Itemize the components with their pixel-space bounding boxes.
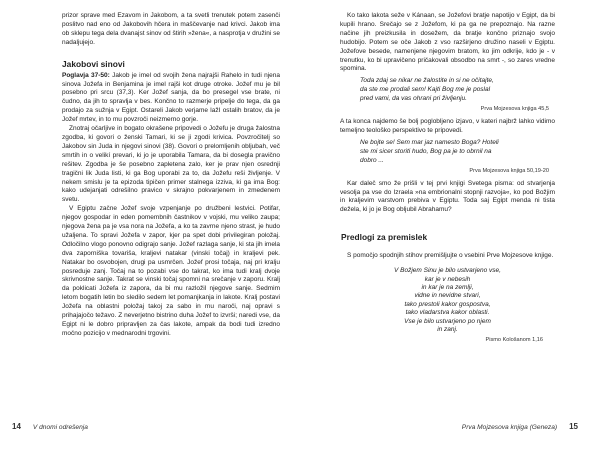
right-paragraph-brothers: Ko tako lakota seže v Kánaan, se Jožefovi bratje napotijo v Egipt, da bi kupili hrano. Srečajo se z Jožefom, ki pa ga ne prepoznajo. Na razne načine jih preizkusila in dosežem, da bratje končno priznajo svojo hudobijo. Potem se oče Jakob z vso razširjeno družino naseli v Egiptu. Jožefove besede, namenjene njegovim bratom, ko jim odkrije, kdo je - v trenutku, ko bi upravičeno pričakovali obsodbo na smrt -, so zares vredne spomina. <box>340 12 555 73</box>
reflection-title: Predlogi za premislek <box>341 231 428 242</box>
quote-source-1: Prva Mojzesova knjiga 45,5 <box>480 106 549 113</box>
poem-line: vidne in nevidne stvari, <box>414 292 481 300</box>
scripture-quote-1 <box>360 77 555 104</box>
quote-line: pred vami, da vas ohrani pri življenju. <box>360 95 467 103</box>
poem-line: kar je v nebesih <box>424 275 471 283</box>
reflection-box-header <box>340 229 555 244</box>
quote-line: Toda zdaj se nikar ne žalostite in si ne očitajte, <box>360 77 494 85</box>
left-paragraph-tamar: Znotraj očarljive in bogato okrašene pripovedi o Jožefu je druga žalostna zgodba, ki govori o ženski Tamari, ki se ji zgodi krivica. Povzročitelj so Jakobov sin Juda in njegovi sinovi (38). Govori o prelomljenih obljubah, več smrtih in o velikí prevari, ki jo je uporabila Tamara, da bi dosegla pravično rešitev. Zgodba je še posebno zapletena zalo, ker je prav njen osrednji tragični lik Juda listi, ki ga Bog uporabi za to, da Jožefu reši življenje. V nekem smislu je ta epizoda tipičen primer stalnega izziva, ki ga ima Bog: kako udejanjati odrešilno pravico v skrajno pokvarjenem in zmedenem svetu. <box>62 125 280 204</box>
right-running-head: Prva Mojzesova knjiga (Geneza) <box>461 424 558 431</box>
poem-line: Vse je bilo ustvarjeno po njem <box>404 317 491 325</box>
right-paragraph-perspective: A ta konca najdemo še bolj poglobljeno izjavo, v kateri najbrž lahko vidimo temeljno teološko perspektivo te pripovedi. <box>340 118 555 134</box>
left-running-head: V dnomi odrešenja <box>32 424 88 431</box>
left-paragraph-intro: prizor sprave med Ezavom in Jakobom, a ta svetli trenutek potem zasenči poslitvo nad eno od Jakobovih hčera in maščevanje nad krivci. Jakob ima ob sklepu tega dela dvanajst sinov od štirih »žena«, a nasprotja v družini se nadaljujejo. <box>62 12 280 46</box>
quote-line: Ne bojte se! Sem mar jaz namesto Boga? Hoteli <box>360 138 499 146</box>
poem-line: in kar je na zemlji, <box>421 283 474 291</box>
right-footer <box>462 422 578 431</box>
reflection-instruction: S pomočjo spodnjih stihov premišljujte o vsebini Prve Mojzesove knjige. <box>347 252 554 260</box>
left-page-number: 14 <box>12 422 21 431</box>
left-paragraph-egypt: V Egiptu začne Jožef svoje vzpenjanje po družbeni lestvici. Potifar, njegov gospodar in eden pomembnih častnikov v vojski, mu veliko zaupa; njegova žena pa je vsa nora na Jožefa, a ko ta zavrne njeno strast, je hudo užaljena. To spravi Jožefa v zapor, kjer pa spet dobi privilegiran položaj. Odločilno vlogo ponovno odigrajo sanje. Jožef razlaga sanje, ki sta jih imela dva zaporniška tovariša, kraljevi natakar (vinski točaj) in kraljevi pek. Natakar bo osvobojen, drugi pa usmrčen. Jožef prosi točaja, naj pri kralju posreduje zanj. Točaj na to pozabi vse do takrat, ko ima tudi kralj dvoje skrivnostne sanje. Takrat se vinski točaj spomni na srečanje v zaporu. Kralj da poklicati Jožefa iz zapora, da bi mu razložil njegove sanje. Sedmim letom bogatih letin bo sledilo sedem let pomanjkanja in lakote. Kralj postavi Jožefa na oblastni položaj takoj za sabo in mu naroči, naj opravi s prihajajočo težavo. Z neverjetno bistrino duha Jožef to izvrši; naredi vse, da Egipt ni le dobro pripravljen za čas lakote, ampak da bodi tudi izredno močno pozicijo v mednarodni trgovini. <box>62 205 280 337</box>
poem-quote <box>340 267 555 334</box>
poem-line: V Božjem Sinu je bilo ustvarjeno vse, <box>394 267 501 275</box>
quote-line: da ste me prodali sem! Kajti Bog me je poslal <box>360 86 491 94</box>
left-page <box>62 12 280 418</box>
left-paragraph-sons <box>62 72 280 125</box>
poem-line: in zanj. <box>437 325 458 333</box>
right-paragraph-summary: Kar daleč smo že prišli v tej prvi knjigi Svetega pisma: od stvarjenja vesolja pa vse do Izraela »na embrionalni stopnji razvoja«, ko pod Božjim in kraljevim varstvom prebiva v Egiptu. Toda saj Egipt menda ni tista dežela, ki jo je Bog obljubil Abrahamu? <box>340 179 555 214</box>
paragraph-text: Jakob je imel od svojih žena najrajši Rahelo in tudi njena sinova Jožefa in Benjamina je imel rajši kot druge otroke. Jožef mu je bil posebno pri srcu (37,3). Ker Jožef sanja, da bo presegel vse brate, ni čudno, da jih to spravlja v bes. Končno to razmerje pripelje do tega, da ga prodajo za sužnja v Egipt. Ostareli Jakob verjame lažI ostalih bratov, da je Jožef mrtev, in to mu povzroči neizmerno gorje. <box>62 71 280 124</box>
poem-line: tako vladarstva kakor oblasti. <box>405 309 490 317</box>
section-heading: Jakobovi sinovi <box>62 58 125 69</box>
quote-line: dobro ... <box>360 156 384 164</box>
scripture-quote-2 <box>360 139 555 166</box>
quote-line: ste mi sicer storiti hudo, Bog pa je to obrnil na <box>360 147 492 155</box>
left-footer <box>12 422 88 431</box>
quote-source-2: Prva Mojzesova knjiga 50,19-20 <box>469 167 549 174</box>
poem-line: tako prestoli kakor gospostva, <box>404 300 491 308</box>
chapter-reference: Poglavja 37-50: <box>62 71 110 79</box>
right-page-number: 15 <box>569 422 578 431</box>
right-page <box>340 12 555 418</box>
poem-source: Pismo Kološanom 1,16 <box>485 337 543 344</box>
